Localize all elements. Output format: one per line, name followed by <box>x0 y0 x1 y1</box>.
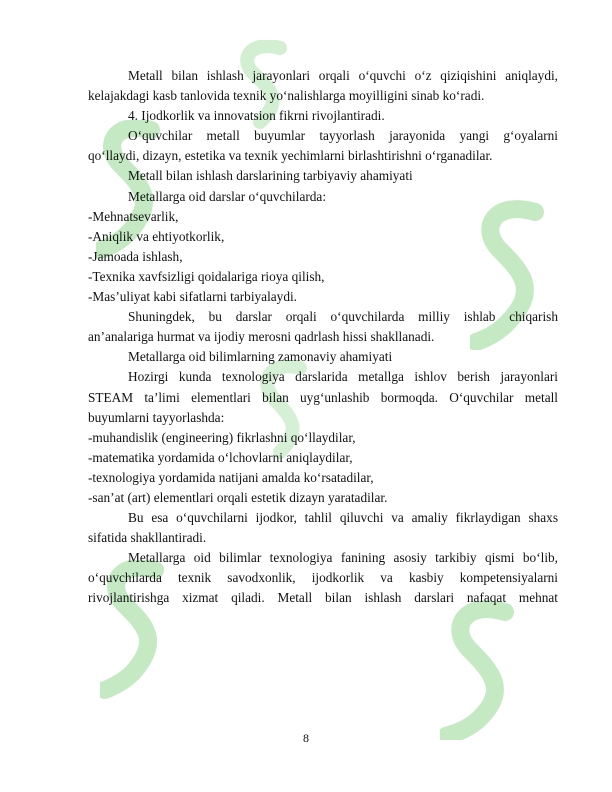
text-line: rivojlantirishga xizmat qiladi. Metall bilan ishlash darslari nafaqat mehnat <box>88 590 558 606</box>
text-line: qo‘llaydi, dizayn, estetika va texnik yechimlarni birlashtirishni o‘rganadilar. <box>88 148 493 164</box>
body-text <box>88 66 558 609</box>
text-line: STEAM ta’limi elementlari bilan uyg‘unlashib bormoqda. O‘quvchilar metall <box>88 389 558 405</box>
text-line: Metallarga oid bilimlar texnologiya fanining asosiy tarkibiy qismi bo‘lib, <box>128 550 558 566</box>
watermark-s-icon <box>440 600 520 740</box>
list-item: -Mas’uliyat kabi sifatlarni tarbiyalaydi. <box>88 289 297 305</box>
list-item: -Jamoada ishlash, <box>88 248 183 264</box>
section-heading: Metall bilan ishlash darslarining tarbiyaviy ahamiyati <box>128 168 413 184</box>
text-line: buyumlarni tayyorlashda: <box>88 409 225 425</box>
list-item: -san’at (art) elementlari orqali estetik dizayn yaratadilar. <box>88 489 388 505</box>
text-line: Bu esa o‘quvchilarni ijodkor, tahlil qiluvchi va amaliy fikrlaydigan shaxs <box>128 510 558 526</box>
text-line: O‘quvchilar metall buyumlar tayyorlash jarayonida yangi g‘oyalarni <box>128 128 558 144</box>
section-heading: Metallarga oid bilimlarning zamonaviy ahamiyati <box>128 349 393 365</box>
text-line: Hozirgi kunda texnologiya darslarida metallga ishlov berish jarayonlari <box>128 369 558 385</box>
list-item: -texnologiya yordamida natijani amalda ko‘rsatadilar, <box>88 469 374 485</box>
text-line: an’analariga hurmat va ijodiy merosni qadrlash hissi shakllanadi. <box>88 329 435 345</box>
text-line: kelajakdagi kasb tanlovida texnik yo‘nalishlarga moyilligini sinab ko‘radi. <box>88 88 485 104</box>
text-line: Metallarga oid darslar o‘quvchilarda: <box>128 188 327 204</box>
text-line: sifatida shakllantiradi. <box>88 530 207 546</box>
text-line: Metall bilan ishlash jarayonlari orqali o‘quvchi o‘z qiziqishini aniqlaydi, <box>128 68 558 83</box>
list-item: -Texnika xavfsizligi qoidalariga rioya qilish, <box>88 268 325 284</box>
list-item: -matematika yordamida o‘lchovlarni aniqlaydilar, <box>88 449 353 465</box>
list-item: -Mehnatsevarlik, <box>88 208 179 224</box>
page-number: 8 <box>303 731 309 745</box>
text-line: 4. Ijodkorlik va innovatsion fikrni rivojlantiradi. <box>128 108 385 124</box>
text-line: o‘quvchilarda texnik savodxonlik, ijodkorlik va kasbiy kompetensiyalarni <box>88 570 558 586</box>
list-item: -muhandislik (engineering) fikrlashni qo‘llaydilar, <box>88 429 356 445</box>
list-item: -Aniqlik va ehtiyotkorlik, <box>88 228 225 244</box>
text-line: Shuningdek, bu darslar orqali o‘quvchilarda milliy ishlab chiqarish <box>128 309 558 325</box>
